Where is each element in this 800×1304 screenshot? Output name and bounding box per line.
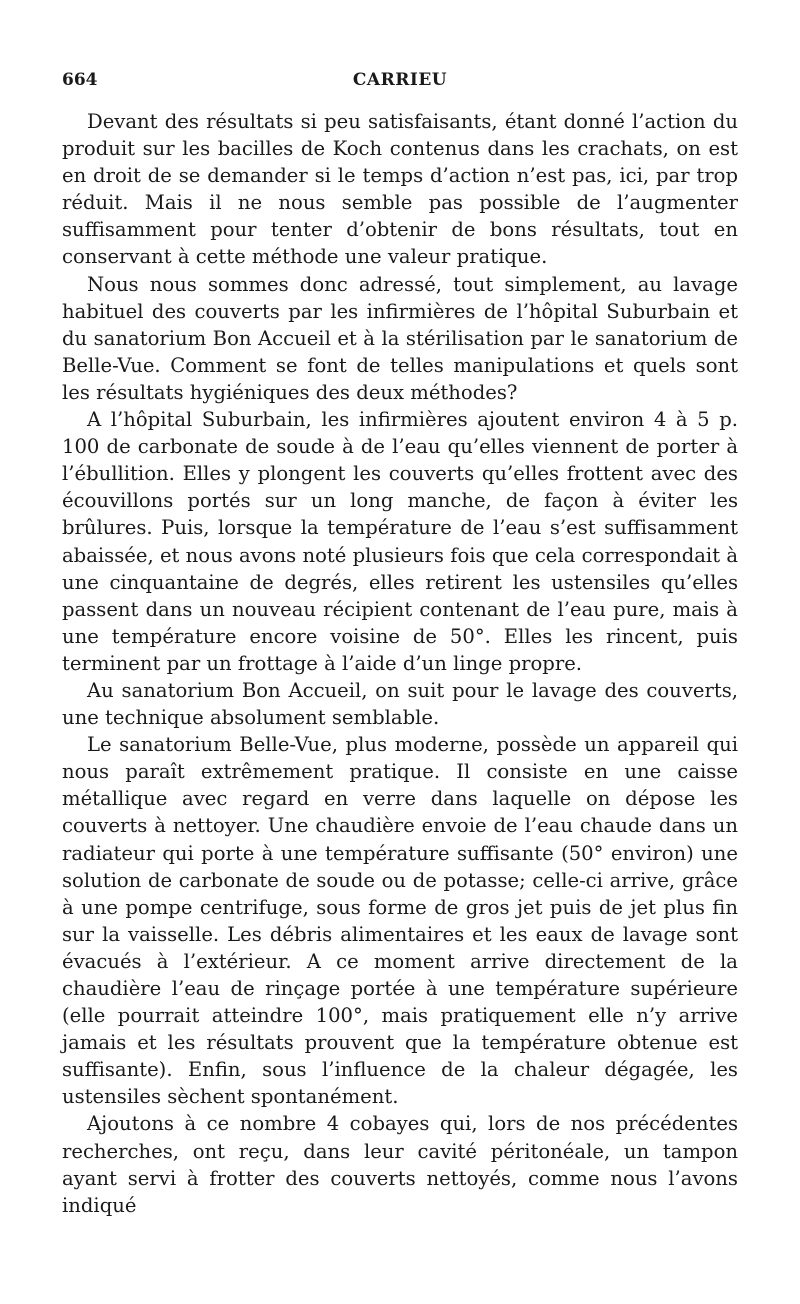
paragraph: A l’hôpital Suburbain, les infirmières ajoutent environ 4 à 5 p. 100 de carbonate de soude à de l’eau qu’elles viennent de porter à l’ébullition. Elles y plongent les couverts qu’elles frottent avec des écouvillons portés sur un long manche, de façon à éviter les brûlures. Puis, lorsque la température de l’eau s’est suffisamment abaissée, et nous avons noté plusieurs fois que cela correspondait à une cinquantaine de degrés, elles retirent les ustensiles qu’elles passent dans un nouveau récipient contenant de l’eau pure, mais à une température encore voisine de 50°. Elles les rincent, puis terminent par un frottage à l’aide d’un linge propre. bbox=[62, 408, 738, 675]
book-page bbox=[62, 70, 738, 1219]
running-head bbox=[62, 70, 738, 96]
running-head-author: CARRIEU bbox=[352, 70, 448, 90]
paragraph: Le sanatorium Belle-Vue, plus moderne, possède un appareil qui nous paraît extrêmement pratique. Il consiste en une caisse métallique avec regard en verre dans laquelle on dépose les couverts à nettoyer. Une chaudière envoie de l’eau chaude dans un radiateur qui porte à une température suffisante (50° environ) une solution de carbonate de soude ou de potasse; celle-ci arrive, grâce à une pompe centrifuge, sous forme de gros jet puis de jet plus fin sur la vaisselle. Les débris alimentaires et les eaux de lavage sont évacués à l’extérieur. A ce moment arrive directement de la chaudière l’eau de rinçage portée à une température supérieure (elle pourrait atteindre 100°, mais pratiquement elle n’y arrive jamais et les résultats prouvent que la température obtenue est suffisante). Enfin, sous l’influence de la chaleur dégagée, les ustensiles sèchent spontanément. bbox=[62, 733, 738, 1109]
body-text bbox=[62, 108, 738, 1219]
paragraph: Au sanatorium Bon Accueil, on suit pour le lavage des couverts, une technique absolument semblable. bbox=[62, 678, 738, 730]
paragraph: Nous nous sommes donc adressé, tout simplement, au lavage habituel des couverts par les infirmières de l’hôpital Suburbain et du sanatorium Bon Accueil et à la stérilisation par le sanatorium de Belle-Vue. Comment se font de telles manipulations et quels sont les résultats hygiéniques des deux méthodes? bbox=[62, 272, 738, 404]
paragraph: Ajoutons à ce nombre 4 cobayes qui, lors de nos précédentes recherches, ont reçu, dans leur cavité péritonéale, un tampon ayant servi à frotter des couverts nettoyés, comme nous l’avons indiqué bbox=[62, 1112, 738, 1217]
page-number: 664 bbox=[62, 70, 98, 90]
paragraph: Devant des résultats si peu satisfaisants, étant donné l’action du produit sur les bacilles de Koch contenus dans les crachats, on est en droit de se demander si le temps d’action n’est pas, ici, par trop réduit. Mais il ne nous semble pas possible de l’augmenter suffisamment pour tenter d’obtenir de bons résultats, tout en conservant à cette méthode une valeur pratique. bbox=[62, 110, 738, 269]
